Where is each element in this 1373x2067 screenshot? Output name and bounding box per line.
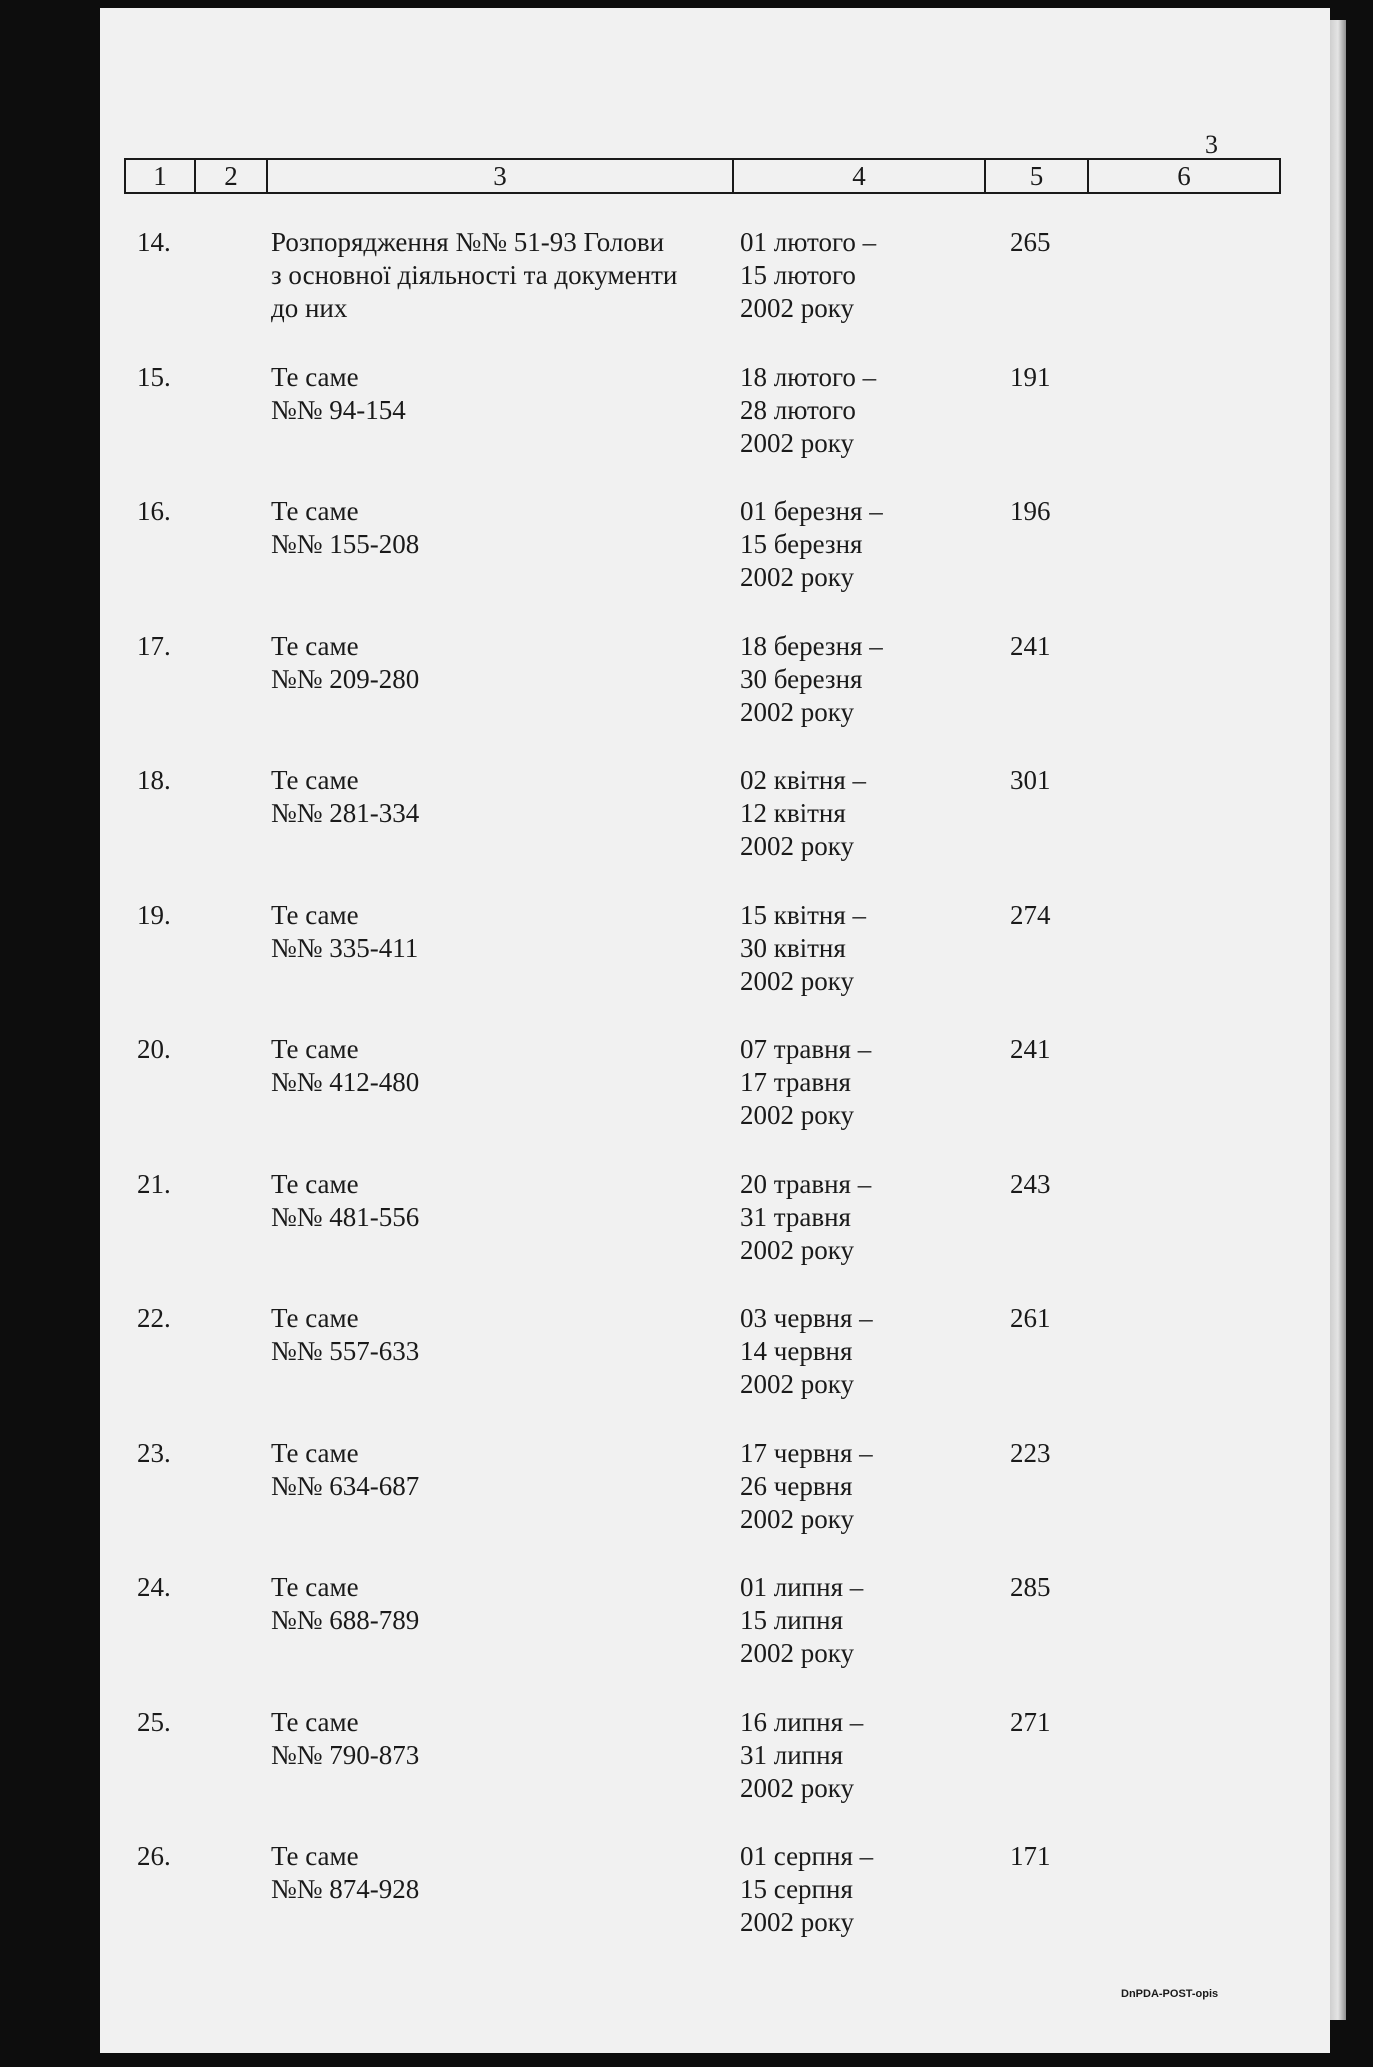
row-date-line: 2002 року: [740, 1907, 854, 1937]
row-date-line: 2002 року: [740, 293, 854, 323]
row-title-line: №№ 281-334: [271, 798, 420, 828]
row-number: 25.: [137, 1707, 171, 1737]
row-number: 18.: [137, 765, 171, 795]
row-date-line: 2002 року: [740, 1100, 854, 1130]
row-title-line: №№ 155-208: [271, 529, 420, 559]
row-date-line: 07 травня –: [740, 1034, 872, 1064]
row-date-line: 2002 року: [740, 1235, 854, 1265]
row-date-line: 2002 року: [740, 562, 854, 592]
row-sheet-count: 171: [1010, 1841, 1051, 1871]
row-date-line: 14 червня: [740, 1336, 853, 1366]
row-date-line: 03 червня –: [740, 1303, 873, 1333]
row-date-line: 31 липня: [740, 1740, 843, 1770]
row-title: [271, 1033, 731, 1099]
row-title: [271, 1840, 731, 1906]
row-date-line: 17 травня: [740, 1067, 851, 1097]
row-date-line: 2002 року: [740, 966, 854, 996]
row-title-line: Те саме: [271, 362, 359, 392]
row-date-line: 15 липня: [740, 1605, 843, 1635]
row-date-line: 01 липня –: [740, 1572, 864, 1602]
column-header-2: 2: [196, 160, 268, 192]
row-date-line: 15 березня: [740, 529, 863, 559]
row-number: 16.: [137, 496, 171, 526]
row-number: 26.: [137, 1841, 171, 1871]
row-dates: [740, 1571, 980, 1670]
row-date-line: 16 липня –: [740, 1707, 864, 1737]
row-dates: [740, 226, 980, 325]
row-dates: [740, 764, 980, 863]
row-title-line: Те саме: [271, 1438, 359, 1468]
row-title-line: Те саме: [271, 496, 359, 526]
row-title: [271, 1571, 731, 1637]
row-title-line: №№ 874-928: [271, 1874, 420, 1904]
row-date-line: 31 травня: [740, 1202, 851, 1232]
row-title-line: №№ 557-633: [271, 1336, 420, 1366]
row-title: [271, 899, 731, 965]
row-title-line: №№ 335-411: [271, 933, 419, 963]
row-number: 20.: [137, 1034, 171, 1064]
row-date-line: 02 квітня –: [740, 765, 867, 795]
row-title: [271, 764, 731, 830]
row-date-line: 01 лютого –: [740, 227, 877, 257]
row-date-line: 26 червня: [740, 1471, 853, 1501]
row-title-line: №№ 209-280: [271, 664, 420, 694]
column-header-table: [124, 158, 1281, 194]
row-title-line: до них: [271, 293, 348, 323]
row-date-line: 01 серпня –: [740, 1841, 874, 1871]
row-date-line: 2002 року: [740, 697, 854, 727]
row-number: 22.: [137, 1303, 171, 1333]
row-sheet-count: 241: [1010, 1034, 1051, 1064]
row-dates: [740, 361, 980, 460]
row-title-line: №№ 412-480: [271, 1067, 420, 1097]
row-title-line: Те саме: [271, 631, 359, 661]
row-title: [271, 226, 731, 325]
row-date-line: 20 травня –: [740, 1169, 872, 1199]
row-dates: [740, 630, 980, 729]
column-header-1: 1: [126, 160, 196, 192]
row-title-line: №№ 94-154: [271, 395, 406, 425]
row-title-line: Те саме: [271, 900, 359, 930]
row-sheet-count: 191: [1010, 362, 1051, 392]
row-date-line: 28 лютого: [740, 395, 856, 425]
row-sheet-count: 243: [1010, 1169, 1051, 1199]
row-dates: [740, 1840, 980, 1939]
row-date-line: 15 серпня: [740, 1874, 853, 1904]
row-title-line: Розпорядження №№ 51-93 Голови: [271, 227, 665, 257]
row-date-line: 2002 року: [740, 1773, 854, 1803]
row-date-line: 30 квітня: [740, 933, 846, 963]
row-title-line: №№ 634-687: [271, 1471, 420, 1501]
row-number: 15.: [137, 362, 171, 392]
row-date-line: 01 березня –: [740, 496, 883, 526]
row-dates: [740, 1437, 980, 1536]
row-dates: [740, 495, 980, 594]
row-sheet-count: 196: [1010, 496, 1051, 526]
archive-stamp: DnPDA-POST-opis: [1121, 1988, 1219, 2000]
row-number: 23.: [137, 1438, 171, 1468]
row-number: 24.: [137, 1572, 171, 1602]
row-title-line: №№ 790-873: [271, 1740, 420, 1770]
row-dates: [740, 1033, 980, 1132]
column-header-3: 3: [268, 160, 734, 192]
row-title-line: Те саме: [271, 1841, 359, 1871]
row-sheet-count: 223: [1010, 1438, 1051, 1468]
row-sheet-count: 241: [1010, 631, 1051, 661]
row-title: [271, 1302, 731, 1368]
row-date-line: 2002 року: [740, 1504, 854, 1534]
row-date-line: 2002 року: [740, 1369, 854, 1399]
row-title: [271, 1437, 731, 1503]
row-dates: [740, 1302, 980, 1401]
row-title-line: Те саме: [271, 1303, 359, 1333]
row-title: [271, 1168, 731, 1234]
row-date-line: 2002 року: [740, 428, 854, 458]
row-sheet-count: 265: [1010, 227, 1051, 257]
row-date-line: 17 червня –: [740, 1438, 873, 1468]
row-title-line: Те саме: [271, 1169, 359, 1199]
row-number: 14.: [137, 227, 171, 257]
row-sheet-count: 261: [1010, 1303, 1051, 1333]
row-dates: [740, 1168, 980, 1267]
row-title: [271, 630, 731, 696]
page-number: 3: [1205, 130, 1218, 159]
row-date-line: 18 лютого –: [740, 362, 877, 392]
row-title-line: Те саме: [271, 1572, 359, 1602]
row-title-line: №№ 688-789: [271, 1605, 420, 1635]
row-number: 21.: [137, 1169, 171, 1199]
row-date-line: 18 березня –: [740, 631, 883, 661]
row-date-line: 2002 року: [740, 1638, 854, 1668]
row-sheet-count: 285: [1010, 1572, 1051, 1602]
row-dates: [740, 899, 980, 998]
column-header-5: 5: [986, 160, 1089, 192]
row-title-line: №№ 481-556: [271, 1202, 420, 1232]
row-date-line: 12 квітня: [740, 798, 846, 828]
column-header-6: 6: [1177, 160, 1191, 191]
column-header-4: 4: [734, 160, 986, 192]
row-sheet-count: 301: [1010, 765, 1051, 795]
row-title-line: Те саме: [271, 765, 359, 795]
row-date-line: 2002 року: [740, 831, 854, 861]
row-title: [271, 361, 731, 427]
row-number: 17.: [137, 631, 171, 661]
row-title-line: Те саме: [271, 1034, 359, 1064]
row-date-line: 30 березня: [740, 664, 863, 694]
page-edge: [1330, 20, 1346, 2020]
row-date-line: 15 квітня –: [740, 900, 867, 930]
row-title-line: Те саме: [271, 1707, 359, 1737]
row-title-line: з основної діяльності та документи: [271, 260, 678, 290]
row-number: 19.: [137, 900, 171, 930]
row-sheet-count: 274: [1010, 900, 1051, 930]
row-dates: [740, 1706, 980, 1805]
row-sheet-count: 271: [1010, 1707, 1051, 1737]
row-title: [271, 495, 731, 561]
row-date-line: 15 лютого: [740, 260, 856, 290]
row-title: [271, 1706, 731, 1772]
